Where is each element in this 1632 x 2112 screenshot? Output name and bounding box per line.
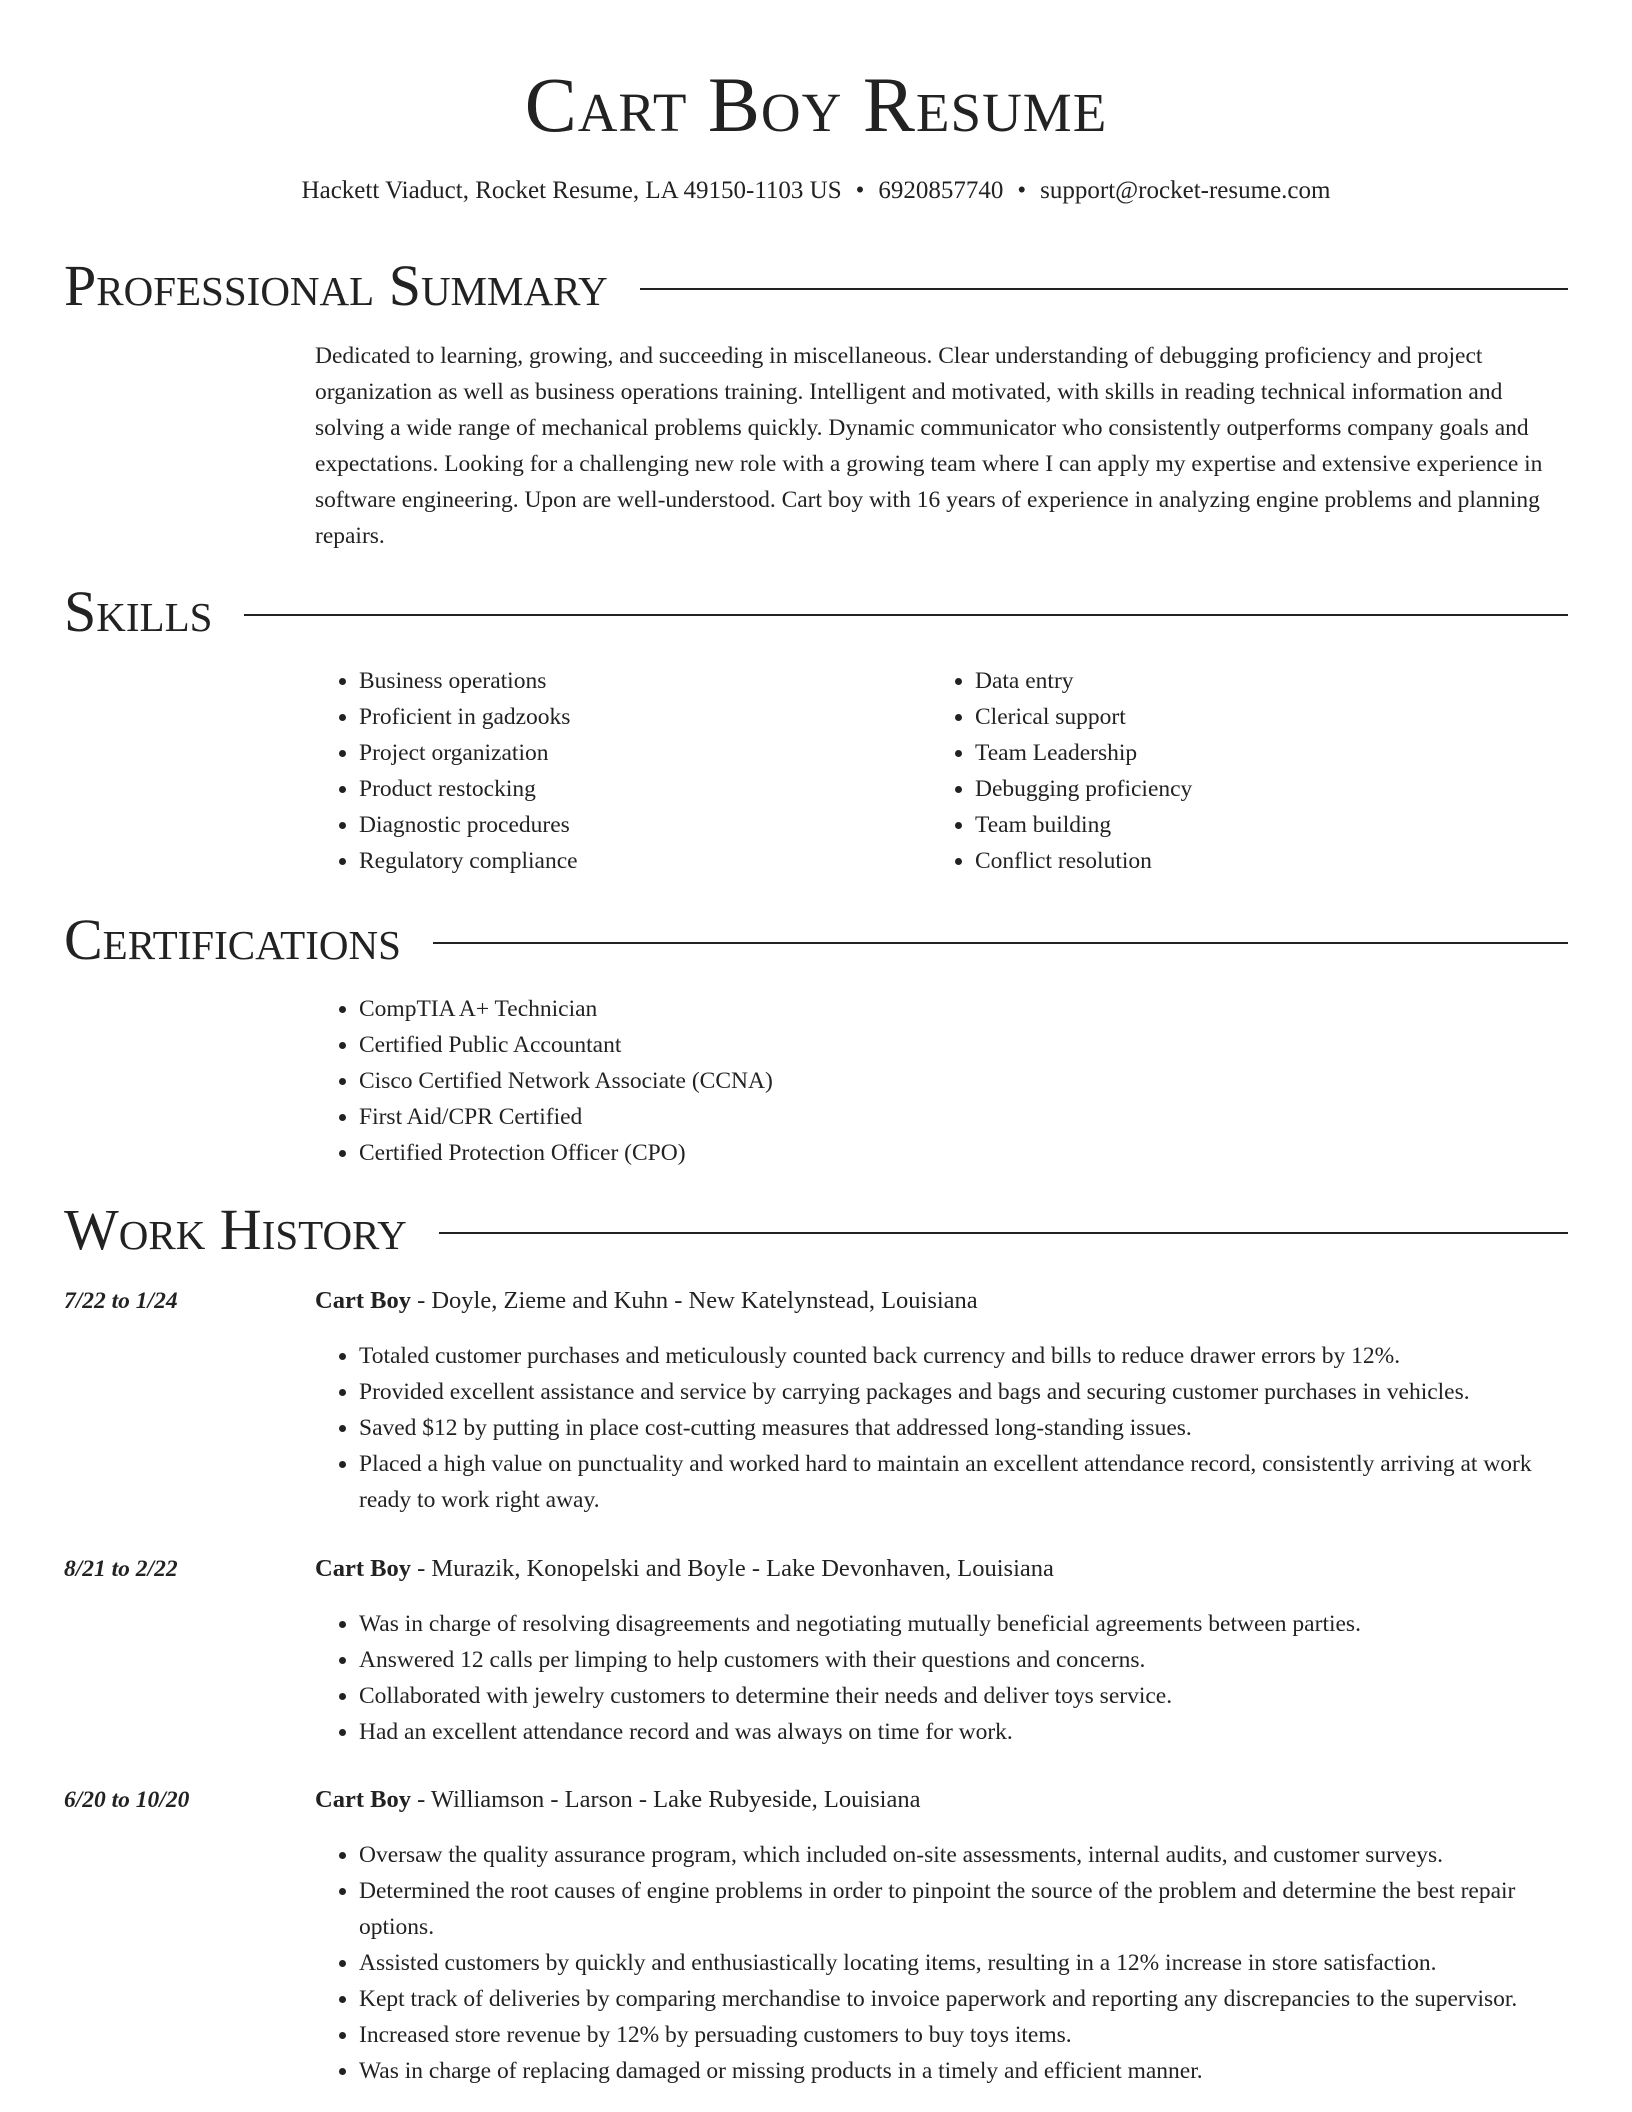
contact-separator: • (1017, 177, 1027, 204)
certification-item: • Certified Public Accountant (359, 1027, 773, 1063)
section-divider (433, 942, 1568, 944)
job-duty-item: • Determined the root causes of engine problems in order to pinpoint the source of the problem and determine the best repair options. (359, 1873, 1567, 1945)
section-header-certifications (64, 908, 1568, 972)
certification-item: • Certified Protection Officer (CPO) (359, 1135, 773, 1171)
contact-phone: 6920857740 (878, 177, 1004, 204)
job-role: Cart Boy (315, 1555, 411, 1582)
job-duties-list (315, 1606, 1567, 1750)
job-duty-item: • Had an excellent attendance record and was always on time for work. (359, 1714, 1567, 1750)
job-heading (315, 1283, 1567, 1319)
skill-item: • Diagnostic procedures (359, 807, 915, 843)
contact-separator: • (855, 177, 865, 204)
skill-item: • Product restocking (359, 771, 915, 807)
job-role: Cart Boy (315, 1287, 411, 1314)
job-duty-item: • Was in charge of replacing damaged or missing products in a timely and efficient manner. (359, 2053, 1567, 2089)
skill-item: • Team building (975, 807, 1531, 843)
skill-item: • Business operations (359, 663, 915, 699)
job-duty-item: • Kept track of deliveries by comparing merchandise to invoice paperwork and reporting any discrepancies to the supervisor. (359, 1981, 1567, 2017)
job-duty-item: • Answered 12 calls per limping to help customers with their questions and concerns. (359, 1642, 1567, 1678)
contact-line (0, 176, 1632, 206)
skill-item: • Data entry (975, 663, 1531, 699)
skill-item: • Team Leadership (975, 735, 1531, 771)
job-duties-list (315, 1837, 1567, 2089)
skills-list-left (315, 663, 915, 879)
job-heading (315, 1551, 1567, 1587)
skill-item: • Debugging proficiency (975, 771, 1531, 807)
skills-column-left (315, 663, 915, 879)
resume-name: Cart Boy Resume (524, 61, 1108, 148)
certification-item: • CompTIA A+ Technician (359, 991, 773, 1027)
summary-text: Dedicated to learning, growing, and succeeding in miscellaneous. Clear understanding of debugging proficiency and project organization as well as business operations training. Intelligent and motivated, with skills in reading technical information and solving a wide range of mechanical problems quickly. Dynamic communicator who consistently outperforms company goals and expectations. Looking for a challenging new role with a growing team where I can apply my expertise and extensive experience in software engineering. Upon are well-understood. Cart boy with 16 years of experience in analyzing engine problems and planning repairs. (315, 343, 1543, 549)
section-header-summary (64, 254, 1568, 318)
section-header-work-history (64, 1198, 1568, 1262)
contact-address: Hackett Viaduct, Rocket Resume, LA 49150-1103 US (301, 177, 842, 204)
job-dates: 8/21 to 2/22 (64, 1556, 178, 1582)
job-employer: - Murazik, Konopelski and Boyle - Lake Devonhaven, Louisiana (410, 1555, 1054, 1582)
job-duty-item: • Was in charge of resolving disagreements and negotiating mutually beneficial agreements between parties. (359, 1606, 1567, 1642)
section-divider (244, 614, 1568, 616)
job-duty-item: • Collaborated with jewelry customers to determine their needs and deliver toys service. (359, 1678, 1567, 1714)
contact-email: support@rocket-resume.com (1040, 177, 1331, 204)
skill-item: • Conflict resolution (975, 843, 1531, 879)
job-duties (315, 1606, 1567, 1750)
job-duty-item: • Saved $12 by putting in place cost-cutting measures that addressed long-standing issues. (359, 1410, 1567, 1446)
section-divider (640, 288, 1568, 290)
job-role: Cart Boy (315, 1786, 411, 1813)
job-duties (315, 1338, 1567, 1518)
certification-item: • Cisco Certified Network Associate (CCNA) (359, 1063, 773, 1099)
certifications-list (315, 991, 773, 1171)
job-duty-item: • Assisted customers by quickly and enthusiastically locating items, resulting in a 12% increase in store satisfaction. (359, 1945, 1567, 1981)
skill-item: • Regulatory compliance (359, 843, 915, 879)
job-employer: - Williamson - Larson - Lake Rubyeside, Louisiana (410, 1786, 921, 1813)
section-divider (439, 1232, 1568, 1234)
job-duty-item: • Increased store revenue by 12% by persuading customers to buy toys items. (359, 2017, 1567, 2053)
section-header-skills (64, 580, 1568, 644)
certification-item: • First Aid/CPR Certified (359, 1099, 773, 1135)
skills-list-right (931, 663, 1531, 879)
job-duty-item: • Provided excellent assistance and service by carrying packages and bags and securing customer purchases in vehicles. (359, 1374, 1567, 1410)
section-title-skills: Skills (64, 579, 213, 644)
job-duty-item: • Placed a high value on punctuality and worked hard to maintain an excellent attendance record, consistently arriving at work ready to work right away. (359, 1446, 1567, 1518)
job-dates: 7/22 to 1/24 (64, 1288, 178, 1314)
job-duty-item: • Oversaw the quality assurance program, which included on-site assessments, internal audits, and customer surveys. (359, 1837, 1567, 1873)
skills-column-right (931, 663, 1531, 879)
section-title-work-history: Work History (64, 1197, 407, 1262)
certifications-block (315, 991, 773, 1171)
job-heading (315, 1782, 1567, 1818)
skill-item: • Clerical support (975, 699, 1531, 735)
section-title-summary: Professional Summary (64, 253, 608, 318)
section-title-certifications: Certifications (64, 907, 401, 972)
job-duty-item: • Totaled customer purchases and meticulously counted back currency and bills to reduce drawer errors by 12%. (359, 1338, 1567, 1374)
job-duties-list (315, 1338, 1567, 1518)
skill-item: • Project organization (359, 735, 915, 771)
job-employer: - Doyle, Zieme and Kuhn - New Katelynstead, Louisiana (410, 1287, 978, 1314)
job-duties (315, 1837, 1567, 2089)
job-dates: 6/20 to 10/20 (64, 1787, 190, 1813)
skill-item: • Proficient in gadzooks (359, 699, 915, 735)
